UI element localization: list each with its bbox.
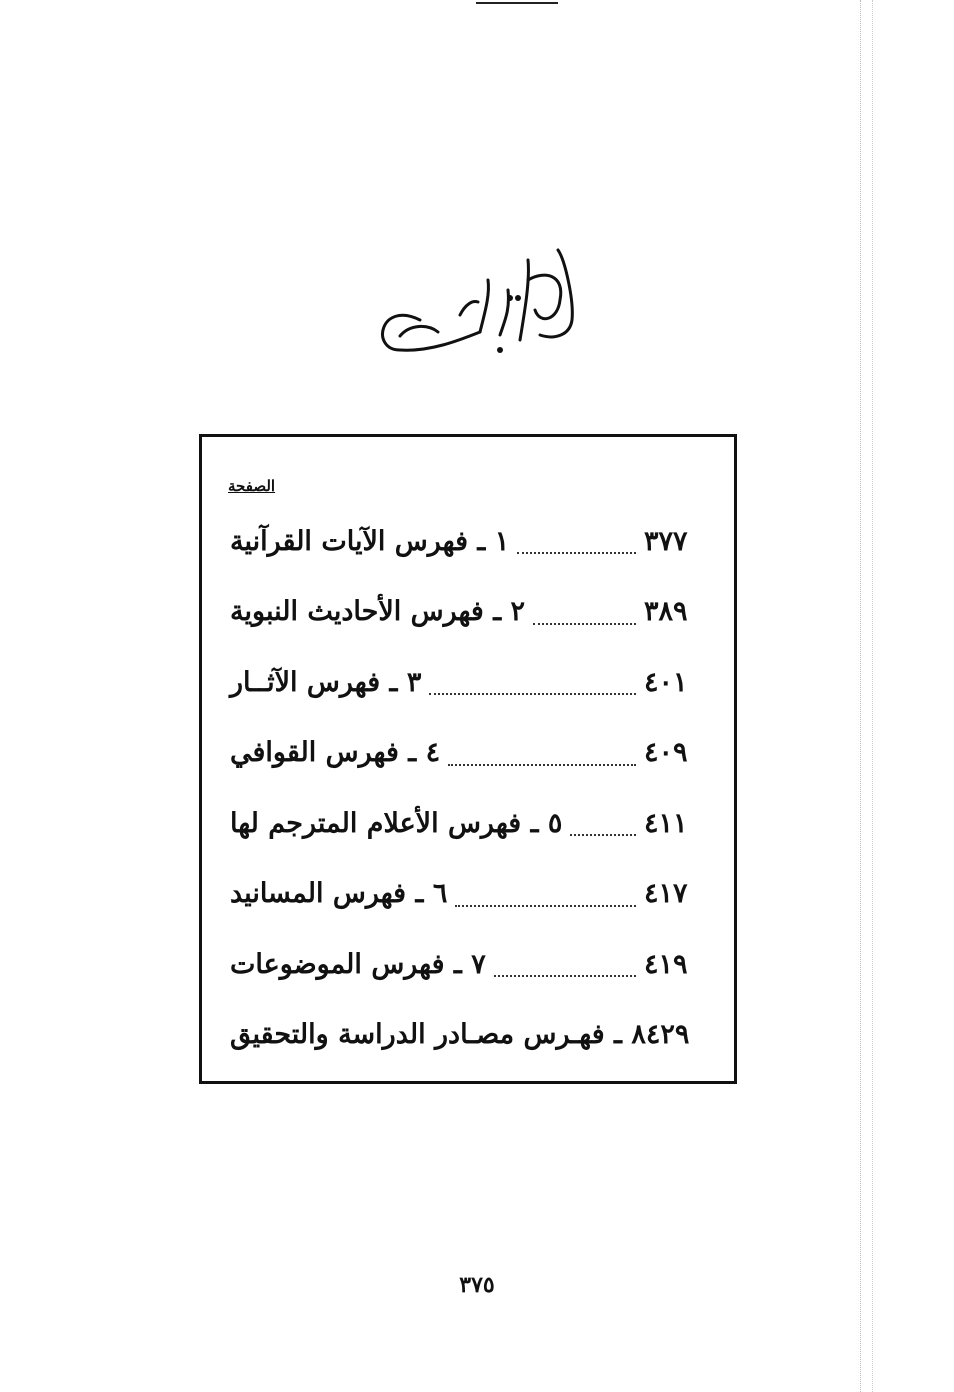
dot-leader [429, 693, 636, 695]
dot-leader [517, 552, 636, 554]
index-entries-list [202, 437, 734, 1081]
page-column-header: الصفحة [228, 477, 276, 495]
scan-artifact-line [860, 0, 862, 1392]
index-entry-title: ٤ ـ فهرس القوافي [230, 737, 441, 768]
dot-leader [494, 975, 636, 977]
index-entry-title: ١ ـ فهرس الآيات القرآنية [230, 525, 510, 557]
index-table-frame [199, 434, 737, 1084]
index-entry-page: ٤١٧ [644, 878, 688, 909]
index-entry-title: ٥ ـ فهرس الأعلام المترجم لها [230, 807, 563, 839]
dot-leader [448, 764, 636, 766]
dot-leader [570, 834, 636, 836]
index-entry-row [230, 731, 702, 775]
index-entry-row [230, 519, 702, 563]
index-entry-row [230, 872, 702, 916]
index-entry-row [230, 942, 702, 986]
index-entry-title: ٦ ـ فهرس المسانيد [230, 878, 448, 909]
dot-leader [533, 623, 636, 625]
scan-artifact-line [872, 0, 874, 1392]
index-entry-row [230, 1013, 702, 1057]
index-entry-row [230, 801, 702, 845]
index-entry-page: ٤١١ [644, 807, 688, 839]
index-entry-title: ٧ ـ فهرس الموضوعات [230, 948, 486, 980]
dot-leader [455, 905, 636, 907]
index-entry-row [230, 660, 702, 704]
index-entry-title: ٣ ـ فهرس الآثــار [230, 666, 422, 698]
index-entry-title: ٨ ـ فهـرس مصـادر الدراسة والتحقيق [230, 1019, 646, 1050]
index-entry-row [230, 590, 702, 634]
top-rule [476, 2, 558, 4]
index-entry-page: ٣٨٩ [644, 596, 688, 627]
index-entry-page: ٤٠١ [644, 666, 688, 698]
index-entry-title: ٢ ـ فهرس الأحاديث النبوية [230, 596, 526, 627]
index-entry-page: ٤٢٩ [645, 1019, 690, 1050]
index-entry-page: ٤١٩ [644, 948, 688, 980]
index-entry-page: ٣٧٧ [644, 525, 688, 557]
page-number: ٣٧٥ [459, 1272, 495, 1298]
calligraphy-title-logo [360, 240, 590, 380]
index-entry-page: ٤٠٩ [644, 737, 688, 768]
